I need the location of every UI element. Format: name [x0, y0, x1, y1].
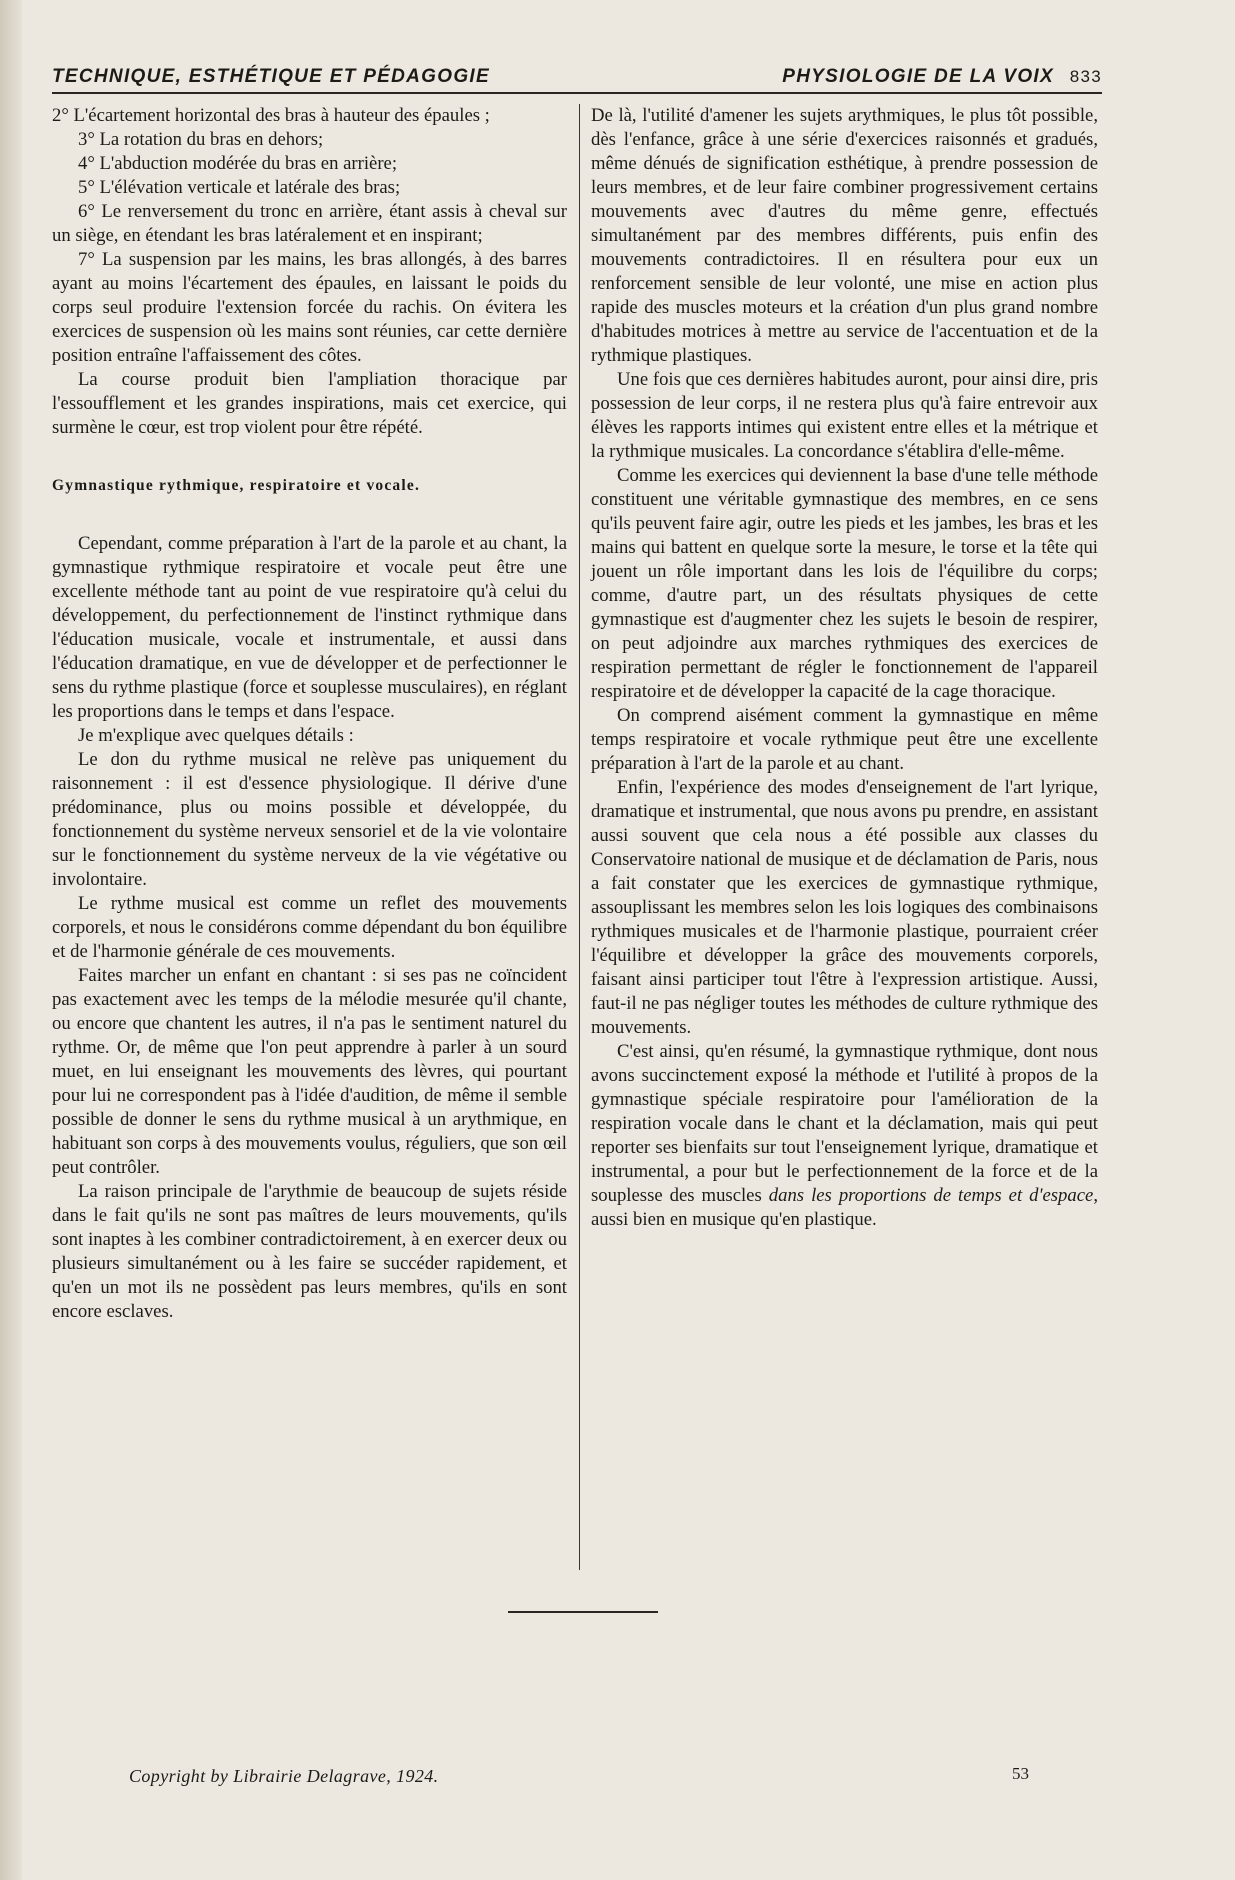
list-item: 4° L'abduction modérée du bras en arrière;	[78, 153, 398, 174]
paragraph: Enfin, l'expérience des modes d'enseignement de l'art lyrique, dramatique et instrumental, que nous avons pu prendre, en assistant aussi souvent que cela nous a été possible aux classes du Conservatoire national de musique et de déclamation de Paris, nous a fait constater que les exercices de gymnastique rythmique, assouplissant les membres selon les lois logiques des combinaisons rythmiques musicales et de l'harmonie plastique, pourraient créer l'équilibre et développer la grâce des mouvements corporels, faisant ainsi participer tout l'être à l'expression artistique. Aussi, faut-il ne pas négliger toutes les méthodes de culture rythmique des mouvements.	[591, 777, 1098, 1038]
list-item: 7° La suspension par les mains, les bras allongés, à des barres ayant au moins l'écartement des épaules, en laissant le poids du corps seul produire l'extension forcée du rachis. On évitera les exercices de suspension où les mains sont réunies, car cette dernière position entraîne l'affaissement des côtes.	[52, 249, 567, 366]
paragraph: Comme les exercices qui deviennent la base d'une telle méthode constituent une véritable gymnastique des membres, en ce sens qu'ils peuvent faire agir, outre les pieds et les jambes, les bras et les mains qui battent en quelque sorte la mesure, le torse et la tête qui jouent un rôle important dans les lois de l'équilibre du corps; comme, d'autre part, un des résultats physiques de cette gymnastique est d'augmenter chez les sujets le besoin de respirer, on peut adjoindre aux marches rythmiques des exercices de respiration permettant de régler le fonctionnement de l'appareil respiratoire et de développer la capacité de la cage thoracique.	[591, 465, 1098, 702]
list-item: 3° La rotation du bras en dehors;	[78, 129, 324, 150]
header-right-title: PHYSIOLOGIE DE LA VOIX	[782, 66, 1054, 87]
copyright-line: Copyright by Librairie Delagrave, 1924.	[129, 1766, 439, 1786]
paragraph: La raison principale de l'arythmie de beaucoup de sujets réside dans le fait qu'ils ne sont pas maîtres de leurs mouvements, qu'ils sont inaptes à les combiner contradictoirement, à en exercer deux ou plusieurs simultanément ou à les faire se succéder rapidement, et qu'en un mot ils ne possèdent pas leurs membres, qu'ils en sont encore esclaves.	[52, 1181, 567, 1322]
running-header	[52, 66, 1102, 92]
closing-text-end: , aussi bien en musique qu'en plastique.	[591, 1185, 1098, 1230]
paragraph: Cependant, comme préparation à l'art de la parole et au chant, la gymnastique rythmique respiratoire et vocale peut être une excellente méthode tant au point de vue respiratoire qu'à celui du développement, du perfectionnement de l'instinct rythmique dans l'éducation musicale, vocale et instrumentale, et aussi dans l'éducation dramatique, en vue de développer et de perfectionner le sens du rythme plastique (force et souplesse musculaires), en réglant les proportions dans le temps et dans l'espace.	[52, 533, 567, 722]
section-heading: Gymnastique rythmique, respiratoire et vocale.	[52, 477, 421, 494]
paragraph: Le rythme musical est comme un reflet des mouvements corporels, et nous le considérons comme dépendant du bon équilibre et de l'harmonie générale de ces mouvements.	[52, 893, 567, 962]
list-item: 5° L'élévation verticale et latérale des bras;	[78, 177, 401, 198]
paragraph: La course produit bien l'ampliation thoracique par l'essoufflement et les grandes inspirations, mais cet exercice, qui surmène le cœur, est trop violent pour être répété.	[52, 369, 567, 438]
closing-text-italic: dans les proportions de temps et d'espace	[768, 1185, 1094, 1206]
page-edge-shadow	[0, 0, 22, 1880]
left-column	[52, 104, 567, 1324]
closing-text-start: C'est ainsi, qu'en résumé, la gymnastique rythmique, dont nous avons succinctement exposé la méthode et l'utilité à propos de la gymnastique spéciale respiratoire pour l'amélioration de la respiration vocale dans le chant et la déclamation, mais qui peut reporter ses bienfaits sur tout l'enseignement lyrique, dramatique et instrumental, a pour but le perfectionnement de la force et de la souplesse des muscles	[591, 1041, 1098, 1206]
header-rule	[52, 92, 1102, 94]
right-column	[591, 104, 1098, 1232]
paragraph: Une fois que ces dernières habitudes auront, pour ainsi dire, pris possession de leur corps, il ne restera plus qu'à faire entrevoir aux élèves les rapports intimes qui existent entre elles et la métrique et la rythmique musicales. La concordance s'établira d'elle-même.	[591, 369, 1098, 462]
list-item: 2° L'écartement horizontal des bras à hauteur des épaules ;	[52, 105, 490, 126]
closing-paragraph	[591, 1040, 1098, 1232]
header-page-number: 833	[1069, 67, 1102, 86]
header-left-title: TECHNIQUE, ESTHÉTIQUE ET PÉDAGOGIE	[52, 66, 490, 87]
column-divider	[579, 104, 580, 1570]
paragraph: De là, l'utilité d'amener les sujets arythmiques, le plus tôt possible, dès l'enfance, grâce à une série d'exercices raisonnés et gradués, même dénués de signification esthétique, à prendre possession de leurs membres, et de leur faire combiner progressivement certains mouvements avec d'autres du même genre, effectués simultanément par des membres différents, puis enfin des mouvements contradictoires. Il en résultera pour eux un renforcement sensible de leur volonté, une mise en action plus rapide des muscles moteurs et la création d'un plus grand nombre d'habitudes motrices à mettre au service de l'accentuation et de la rythmique plastiques.	[591, 105, 1098, 366]
paragraph: Je m'explique avec quelques détails :	[78, 725, 354, 746]
footnote-rule	[508, 1611, 658, 1613]
paragraph: Le don du rythme musical ne relève pas uniquement du raisonnement : il est d'essence physiologique. Il dérive d'une prédominance, plus ou moins possible et développée, du fonctionnement du système nerveux sensoriel et de la vie volontaire sur le fonctionnement du système nerveux de la vie végétative ou involontaire.	[52, 749, 567, 890]
list-item: 6° Le renversement du tronc en arrière, étant assis à cheval sur un siège, en étendant les bras latéralement et en inspirant;	[52, 201, 567, 246]
paragraph: Faites marcher un enfant en chantant : si ses pas ne coïncident pas exactement avec les temps de la mélodie mesurée qu'il chante, ou encore que chantent les autres, il n'a pas le sentiment naturel du rythme. Or, de même que l'on peut apprendre à parler à un sourd muet, en lui enseignant les mouvements des lèvres, qui pourtant pour lui ne correspondent pas à l'idée d'audition, de même il semble possible de donner le sens du rythme musical à un arythmique, en habituant son corps à des mouvements voulus, réguliers, que son œil peut contrôler.	[52, 965, 567, 1178]
signature-mark: 53	[1012, 1764, 1029, 1783]
paragraph: On comprend aisément comment la gymnastique en même temps respiratoire et vocale rythmique peut être une excellente préparation à l'art de la parole et au chant.	[591, 705, 1098, 774]
